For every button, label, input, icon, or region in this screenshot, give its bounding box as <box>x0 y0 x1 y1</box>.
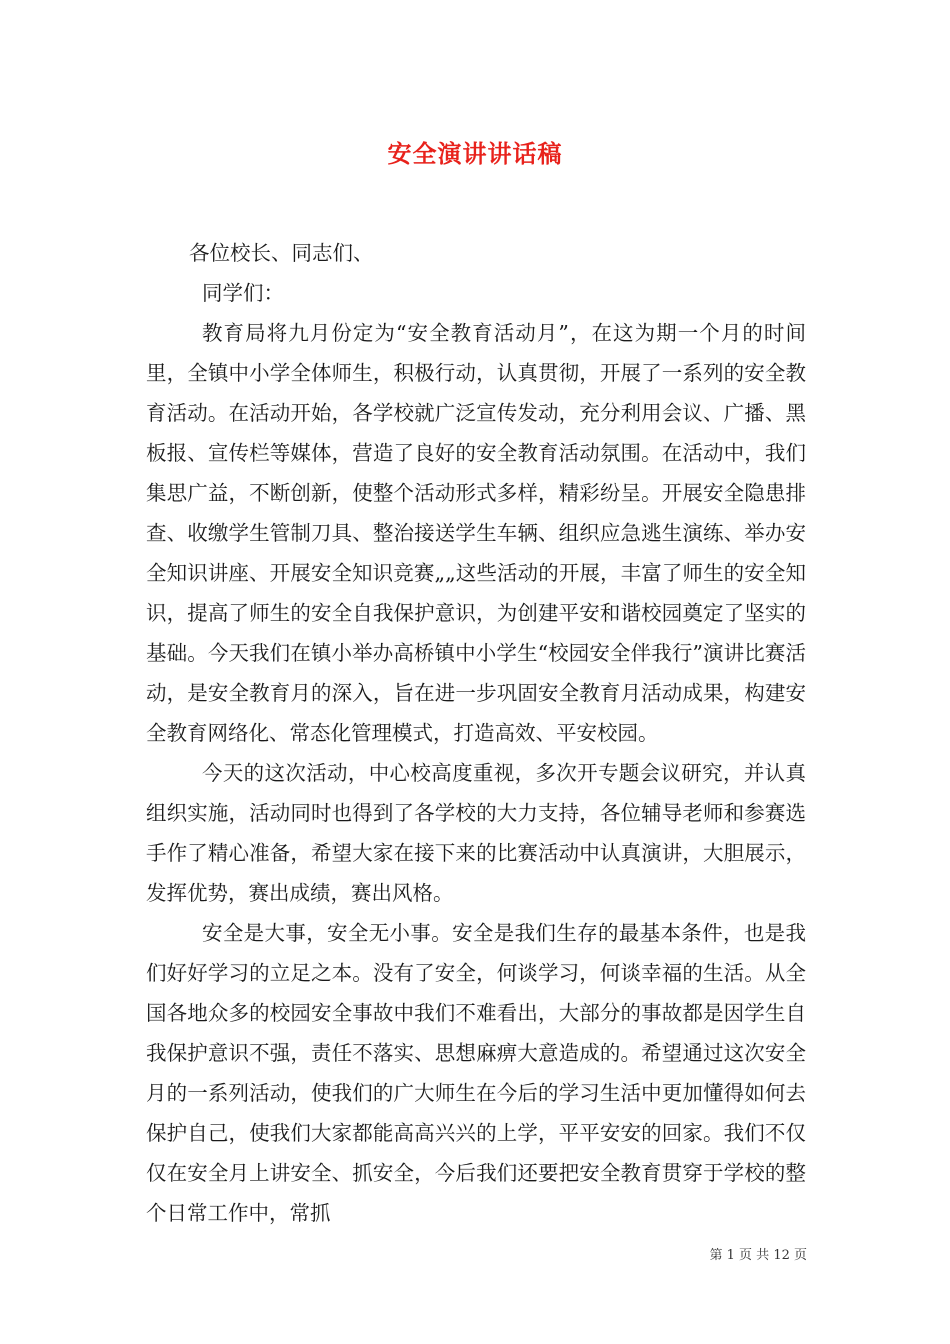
document-body <box>146 233 806 1233</box>
salutation-line-2: 同学们： <box>202 281 284 305</box>
paragraph-3: 安全是大事，安全无小事。安全是我们生存的最基本条件，也是我们好好学习的立足之本。没有了安全，何谈学习，何谈幸福的生活。从全国各地众多的校园安全事故中我们不难看出，大部分的事故都是因学生自我保护意识不强，责任不落实、思想麻痹大意造成的。希望通过这次安全月的一系列活动，使我们的广大师生在今后的学习生活中更加懂得如何去保护自己，使我们大家都能高高兴兴的上学，平平安安的回家。我们不仅仅在安全月上讲安全、抓安全，今后我们还要把安全教育贯穿于学校的整个日常工作中，常抓 <box>146 921 806 1225</box>
document-title: 安全演讲讲话稿 <box>387 139 563 168</box>
page-number-footer: 第 1 页 共 12 页 <box>709 1248 807 1263</box>
paragraph-1: 教育局将九月份定为“安全教育活动月”，在这为期一个月的时间里，全镇中小学全体师生，积极行动，认真贯彻，开展了一系列的安全教育活动。在活动开始，各学校就广泛宣传发动，充分利用会议、广播、黑板报、宣传栏等媒体，营造了良好的安全教育活动氛围。在活动中，我们集思广益，不断创新，使整个活动形式多样，精彩纷呈。开展安全隐患排查、收缴学生管制刀具、整治接送学生车辆、组织应急逃生演练、举办安全知识讲座、开展安全知识竞赛„„这些活动的开展，丰富了师生的安全知识，提高了师生的安全自我保护意识，为创建平安和谐校园奠定了坚实的基础。今天我们在镇小举办高桥镇中小学生“校园安全伴我行”演讲比赛活动，是安全教育月的深入，旨在进一步巩固安全教育月活动成果，构建安全教育网络化、常态化管理模式，打造高效、平安校园。 <box>146 321 806 745</box>
salutation-line-1: 各位校长、同志们、 <box>189 241 374 265</box>
paragraph-2: 今天的这次活动，中心校高度重视，多次开专题会议研究，并认真组织实施，活动同时也得到了各学校的大力支持，各位辅导老师和参赛选手作了精心准备，希望大家在接下来的比赛活动中认真演讲，大胆展示，发挥优势，赛出成绩，赛出风格。 <box>146 761 806 905</box>
